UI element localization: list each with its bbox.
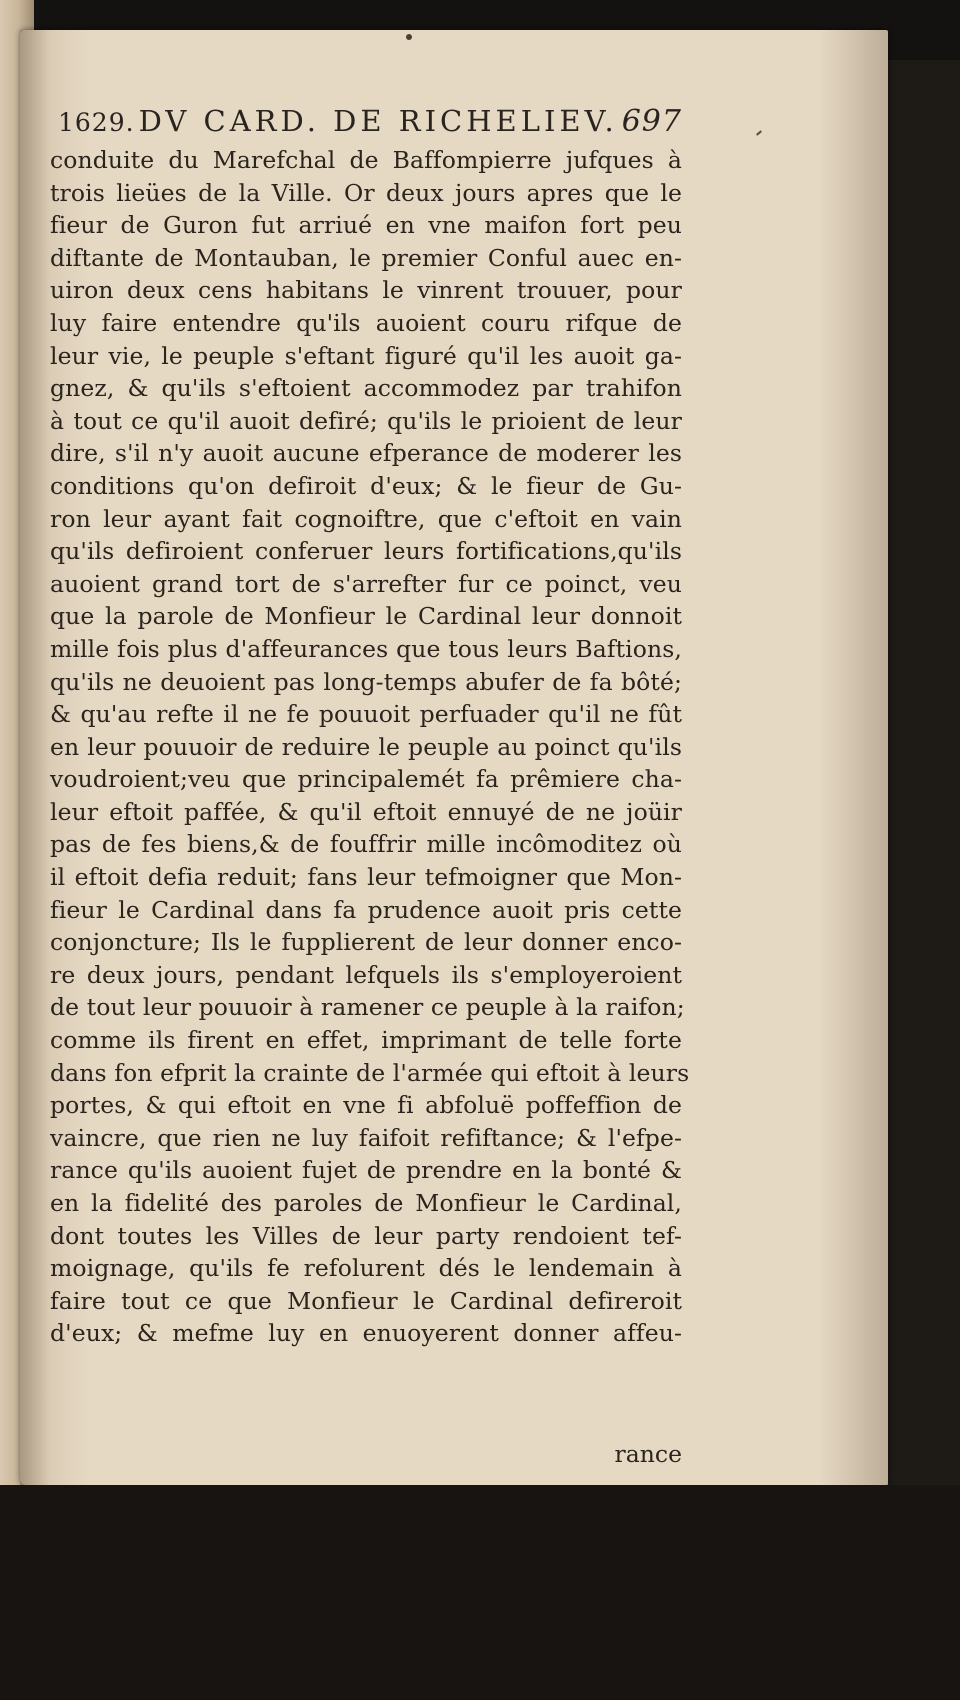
text-line: dont toutes les Villes de leur party rendoient tef- [50,1221,682,1250]
text-line: en la fidelité des paroles de Monfieur le Cardinal, [50,1189,682,1217]
page-gutter-shadow [20,30,50,1485]
background-bottom [0,1485,960,1700]
text-line: conjoncture; Ils le fupplierent de leur donner enco- [50,928,682,957]
text-line: qu'ils defiroient conferuer leurs fortifications,qu'ils [50,537,682,566]
text-line: ron leur ayant fait cognoiftre, que c'eftoit en vain [50,504,682,533]
text-line: luy faire entendre qu'ils auoient couru rifque de [50,308,682,337]
running-header [58,104,682,144]
text-line: mille fois plus d'affeurances que tous leurs Baftions, [50,634,682,663]
ink-spot [406,34,412,40]
text-line: en leur pouuoir de reduire le peuple au poinct qu'ils [50,732,682,761]
text-line: fieur le Cardinal dans fa prudence auoit pris cette [50,895,682,924]
text-line: faire tout ce que Monfieur le Cardinal defireroit [50,1286,682,1315]
text-line: leur eftoit paffée, & qu'il eftoit ennuyé de ne joüir [50,797,682,826]
catchword: rance [614,1440,682,1468]
text-line: fieur de Guron fut arriué en vne maifon fort peu [50,211,682,240]
text-line: rance qu'ils auoient fujet de prendre en la bonté & [50,1156,682,1185]
text-line: moignage, qu'ils fe refolurent dés le lendemain à [50,1254,682,1283]
text-line: auoient grand tort de s'arrefter fur ce poinct, veu [50,569,682,598]
text-line: diftante de Montauban, le premier Conful auec en- [50,243,682,272]
text-line: gnez, & qu'ils s'eftoient accommodez par trahifon [50,374,682,403]
text-line: pas de fes biens,& de fouffrir mille incômoditez où [50,830,682,859]
text-line: que la parole de Monfieur le Cardinal leur donnoit [50,602,682,631]
text-line: trois lieües de la Ville. Or deux jours apres que le [50,178,682,207]
page-number: 697 [621,104,682,139]
body-text [50,144,690,1350]
text-line: dans fon efprit la crainte de l'armée qui eftoit à leurs [50,1058,690,1087]
text-line: il eftoit defia reduit; fans leur tefmoigner que Mon- [50,863,682,892]
text-line: & qu'au refte il ne fe pouuoit perfuader qu'il ne fût [50,700,682,729]
text-line: portes, & qui eftoit en vne fi abfoluë poffeffion de [50,1091,682,1120]
header-year: 1629. [58,108,135,137]
text-line: voudroient;veu que principalemét fa prêmiere cha- [50,765,682,794]
text-line: re deux jours, pendant lefquels ils s'employeroient [50,960,682,989]
text-line: comme ils firent en effet, imprimant de telle forte [50,1026,682,1055]
text-line: qu'ils ne deuoient pas long-temps abufer de fa bôté; [50,667,682,696]
header-title: DV CARD. DE RICHELIEV. [138,104,618,138]
text-line: de tout leur pouuoir à ramener ce peuple à la raifon; [50,993,685,1022]
text-line: vaincre, que rien ne luy faifoit refiftance; & l'efpe- [50,1123,682,1152]
text-line: uiron deux cens habitans le vinrent trouuer, pour [50,276,682,305]
text-line: dire, s'il n'y auoit aucune efperance de moderer les [50,439,682,468]
text-line: à tout ce qu'il auoit defiré; qu'ils le prioient de leur [50,406,682,435]
text-line: d'eux; & mefme luy en enuoyerent donner affeu- [50,1319,682,1348]
text-line: conditions qu'on defiroit d'eux; & le fieur de Gu- [50,471,682,500]
text-line: leur vie, le peuple s'eftant figuré qu'il les auoit ga- [50,341,682,370]
text-line: conduite du Marefchal de Baffompierre jufques à [50,146,682,174]
